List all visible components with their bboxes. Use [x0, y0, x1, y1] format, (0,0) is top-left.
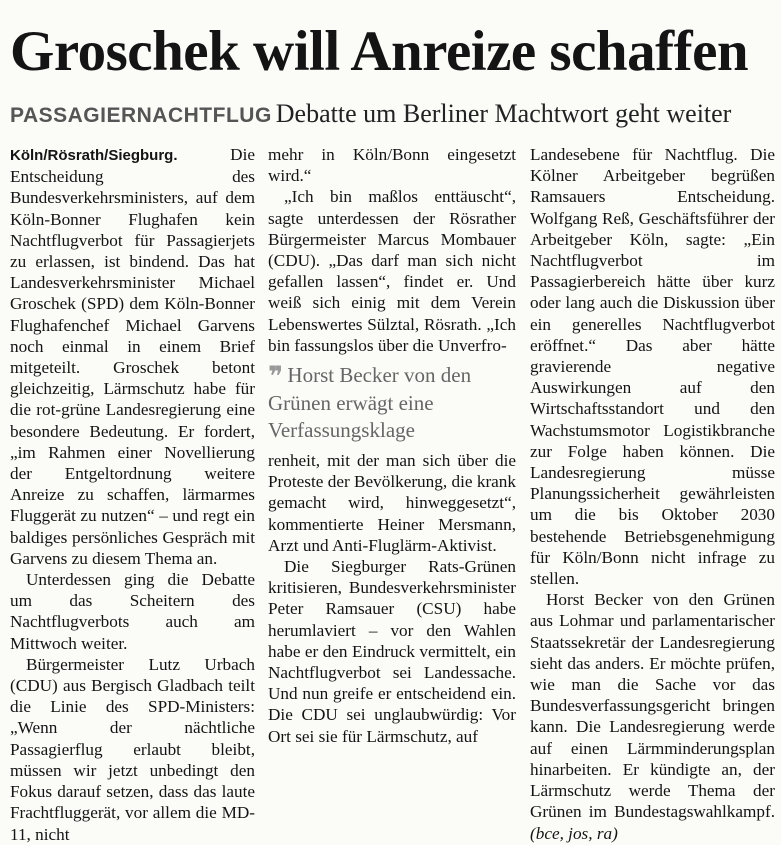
- headline: Groschek will Anreize schaffen: [10, 20, 749, 83]
- paragraph: Unterdessen ging die Debatte um das Scheitern des Nachtflugverbots auch am Mittwoch weiter.: [10, 570, 255, 653]
- paragraph: [530, 589, 775, 843]
- quote-mark-icon: ❜❜: [268, 361, 280, 392]
- paragraph: [10, 144, 255, 569]
- pull-quote: [268, 362, 516, 444]
- dateline: Köln/Rösrath/Siegburg.: [10, 147, 178, 164]
- subheadline: [10, 98, 780, 134]
- paragraph: mehr in Köln/Bonn eingesetzt wird.“: [268, 145, 516, 186]
- column-3: [530, 144, 775, 844]
- paragraph-text: Die Entscheidung des Bundesverkehrsministers, auf dem Köln-Bonner Flughafen kein Nachtflugverbot für Passagierjets zu erlassen, ist bindend. Das hat Landesverkehrsminister Michael Groschek (SPD) dem Köln-Bonner Flughafenchef Michael Garvens noch einmal in einem Brief mitgeteilt. Groschek betont gleichzeitig, Lärmschutz habe für die rot-grüne Landesregierung eine besondere Bedeutung. Er fordert, „im Rahmen einer Novellierung der Entgeltordnung weitere Anreize zu schaffen, lärmarmes Fluggerät zu nutzen“ – und regt ein baldiges persönliches Gespräch mit Garvens zu diesem Thema an.: [10, 145, 255, 568]
- kicker: PASSAGIERNACHTFLUG: [10, 104, 272, 127]
- paragraph: Bürgermeister Lutz Urbach (CDU) aus Bergisch Gladbach teilt die Linie des SPD-Ministers: „Wenn der nächtliche Passagierflug erlaubt bleibt, müssen wir jetzt unbedingt den Fokus darauf setzen, dass das laute Frachtfluggerät, vor allem die MD-11, nicht: [10, 654, 255, 844]
- column-2-bottom: [268, 450, 516, 747]
- pull-quote-text: Horst Becker von den Grünen erwägt eine Verfassungsklage: [268, 363, 472, 442]
- paragraph: Landesebene für Nachtflug. Die Kölner Arbeitgeber begrüßen Ramsauers Entscheidung. Wolfgang Reß, Geschäftsführer der Arbeitgeber Köln, sagte: „Ein Nachtflugverbot im Passagierbereich hätte über kurz oder lang auch die Diskussion über ein generelles Nachtflugverbot eröffnet.“ Das aber hätte gravierende negative Auswirkungen auf den Wirtschaftsstandort und den Wachstumsmotor Logistikbranche zur Folge haben können. Die Landesregierung müsse Planungssicherheit gewährleisten um die bis Oktober 2030 bestehende Betriebsgenehmigung für Köln/Bonn nicht infrage zu stellen.: [530, 145, 775, 589]
- dek: Debatte um Berliner Machtwort geht weiter: [275, 99, 732, 128]
- paragraph: Die Siegburger Rats-Grünen kritisieren, Bundesverkehrsminister Peter Ramsauer (CSU) habe herumlaviert – vor den Wahlen habe er den Eindruck vermittelt, ein Nachtflugverbot sei Landessache. Und nun greife er entscheidend ein. Die CDU sei unglaubwürdig: Vor Ort sei sie für Lärmschutz, auf: [268, 557, 516, 746]
- column-2-top: [268, 144, 516, 356]
- paragraph-text: Horst Becker von den Grünen aus Lohmar und parlamentarischer Staatssekretär der Landesregierung sieht das anders. Er möchte prüfen, wie man die Sache vor das Bundesverfassungsgericht bringen kann. Die Landesregierung werde auf einen Lärmminderungsplan hinarbeiten. Er kündigte an, der Lärmschutz werde Thema der Grünen im Bundestagswahlkampf.: [530, 590, 775, 822]
- paragraph: renheit, mit der man sich über die Proteste der Bevölkerung, die krank gemacht wird, hinweggesetzt“, kommentierte Heiner Mersmann, Arzt und Anti-Fluglärm-Aktivist.: [268, 451, 516, 555]
- column-1: [10, 144, 255, 845]
- paragraph: „Ich bin maßlos enttäuscht“, sagte unterdessen der Rösrather Bürgermeister Marcus Mombauer (CDU). „Das darf man sich nicht gefallen lassen“, findet er. Und weiß sich einig mit dem Verein Lebenswertes Sülztal, Rösrath. „Ich bin fassungslos über die Unverfro-: [268, 187, 516, 355]
- author-credit: (bce, jos, ra): [530, 823, 618, 843]
